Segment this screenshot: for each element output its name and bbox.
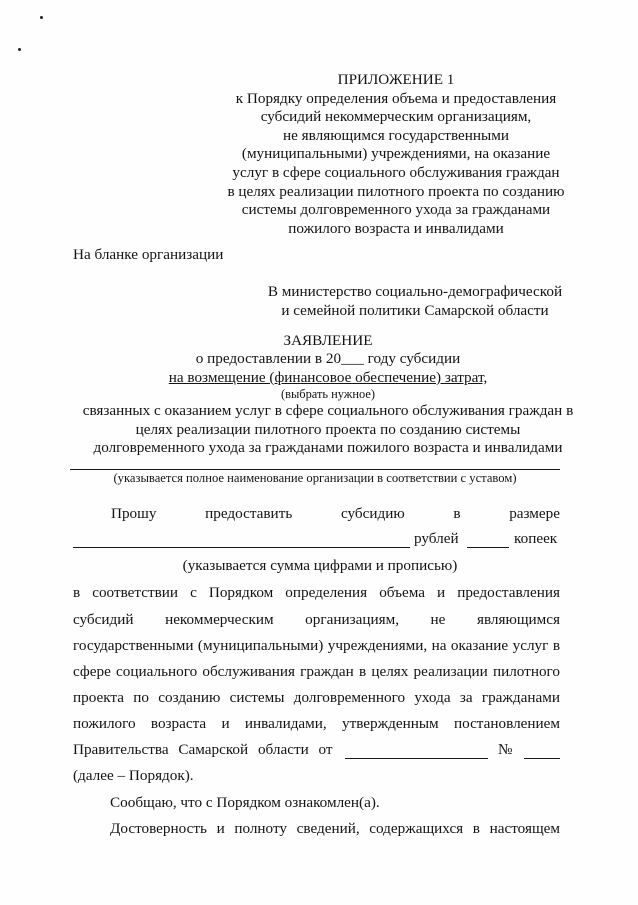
addressee-block xyxy=(240,282,590,320)
statement-body-line: целях реализации пилотного проекта по созданию системы xyxy=(135,420,521,438)
appendix-line: услуг в сфере социального обслуживания граждан xyxy=(232,163,560,181)
rubles-label: рублей xyxy=(414,530,459,547)
kopecks-label: копеек xyxy=(514,530,558,547)
organization-name-line xyxy=(70,469,560,470)
resolution-date-line xyxy=(345,758,488,759)
paragraph-line: в соответствии с Порядком определения объема и предоставления xyxy=(73,584,560,601)
kopecks-amount-line xyxy=(467,547,509,548)
statement-title-block xyxy=(30,332,590,457)
statement-line: о предоставлении в 20___ году субсидии xyxy=(195,350,461,368)
addressee-line: В министерство социально-демографической xyxy=(267,283,563,300)
appendix-block xyxy=(196,71,596,238)
scan-speck xyxy=(40,16,43,19)
further-note: (далее – Порядок). xyxy=(73,767,194,784)
sum-amount-line xyxy=(73,547,410,548)
statement-body-line: связанных с оказанием услуг в сфере социального обслуживания граждан в xyxy=(82,402,574,420)
paragraph-line: государственными (муниципальными) учреждениями, на оказание услуг в xyxy=(73,637,560,654)
request-word: субсидию xyxy=(340,505,405,522)
statement-hint: (выбрать нужное) xyxy=(281,387,375,402)
informed-statement: Сообщаю, что с Порядком ознакомлен(а). xyxy=(110,794,380,811)
statement-body-line: долговременного ухода за гражданами пожилого возраста и инвалидами xyxy=(93,439,563,457)
request-word: Прошу xyxy=(111,505,157,522)
statement-purpose: на возмещение (финансовое обеспечение) затрат, xyxy=(168,368,488,386)
government-resolution-text: Правительства Самарской области от xyxy=(73,741,333,758)
appendix-line: в целях реализации пилотного проекта по созданию xyxy=(227,182,565,200)
request-word: размере xyxy=(509,505,560,522)
paragraph-line: пожилого возраста и инвалидами, утвержденным постановлением xyxy=(73,715,560,732)
reliability-statement: Достоверность и полноту сведений, содержащихся в настоящем xyxy=(110,820,560,837)
paragraph-line: сфере социального обслуживания граждан в целях реализации пилотного xyxy=(73,663,560,680)
request-row xyxy=(73,505,560,523)
appendix-title: ПРИЛОЖЕНИЕ 1 xyxy=(337,71,455,88)
appendix-line: субсидий некоммерческим организациям, xyxy=(260,108,532,126)
addressee-line: и семейной политики Самарской области xyxy=(281,302,549,319)
appendix-line: к Порядку определения объема и предоставления xyxy=(235,89,557,107)
sum-caption: (указывается сумма цифрами и прописью) xyxy=(182,557,458,574)
appendix-line: пожилого возраста и инвалидами xyxy=(288,219,504,237)
paragraph-line: субсидий некоммерческим организациям, не являющимся xyxy=(73,611,560,628)
appendix-line: (муниципальными) учреждениями, на оказание xyxy=(241,145,551,163)
request-word: в xyxy=(453,505,461,522)
organization-caption: (указывается полное наименование организации в соответствии с уставом) xyxy=(113,471,517,485)
request-word: предоставить xyxy=(205,505,293,522)
letterhead-note: На бланке организации xyxy=(73,246,224,263)
statement-heading: ЗАЯВЛЕНИЕ xyxy=(283,332,373,349)
appendix-line: системы долговременного ухода за гражданами xyxy=(241,201,551,219)
number-sign: № xyxy=(498,741,513,758)
scan-speck xyxy=(18,48,21,51)
resolution-number-line xyxy=(524,758,560,759)
paragraph-line: проекта по созданию системы долговременного ухода за гражданами xyxy=(73,689,560,706)
appendix-line: не являющимся государственными xyxy=(283,126,509,144)
